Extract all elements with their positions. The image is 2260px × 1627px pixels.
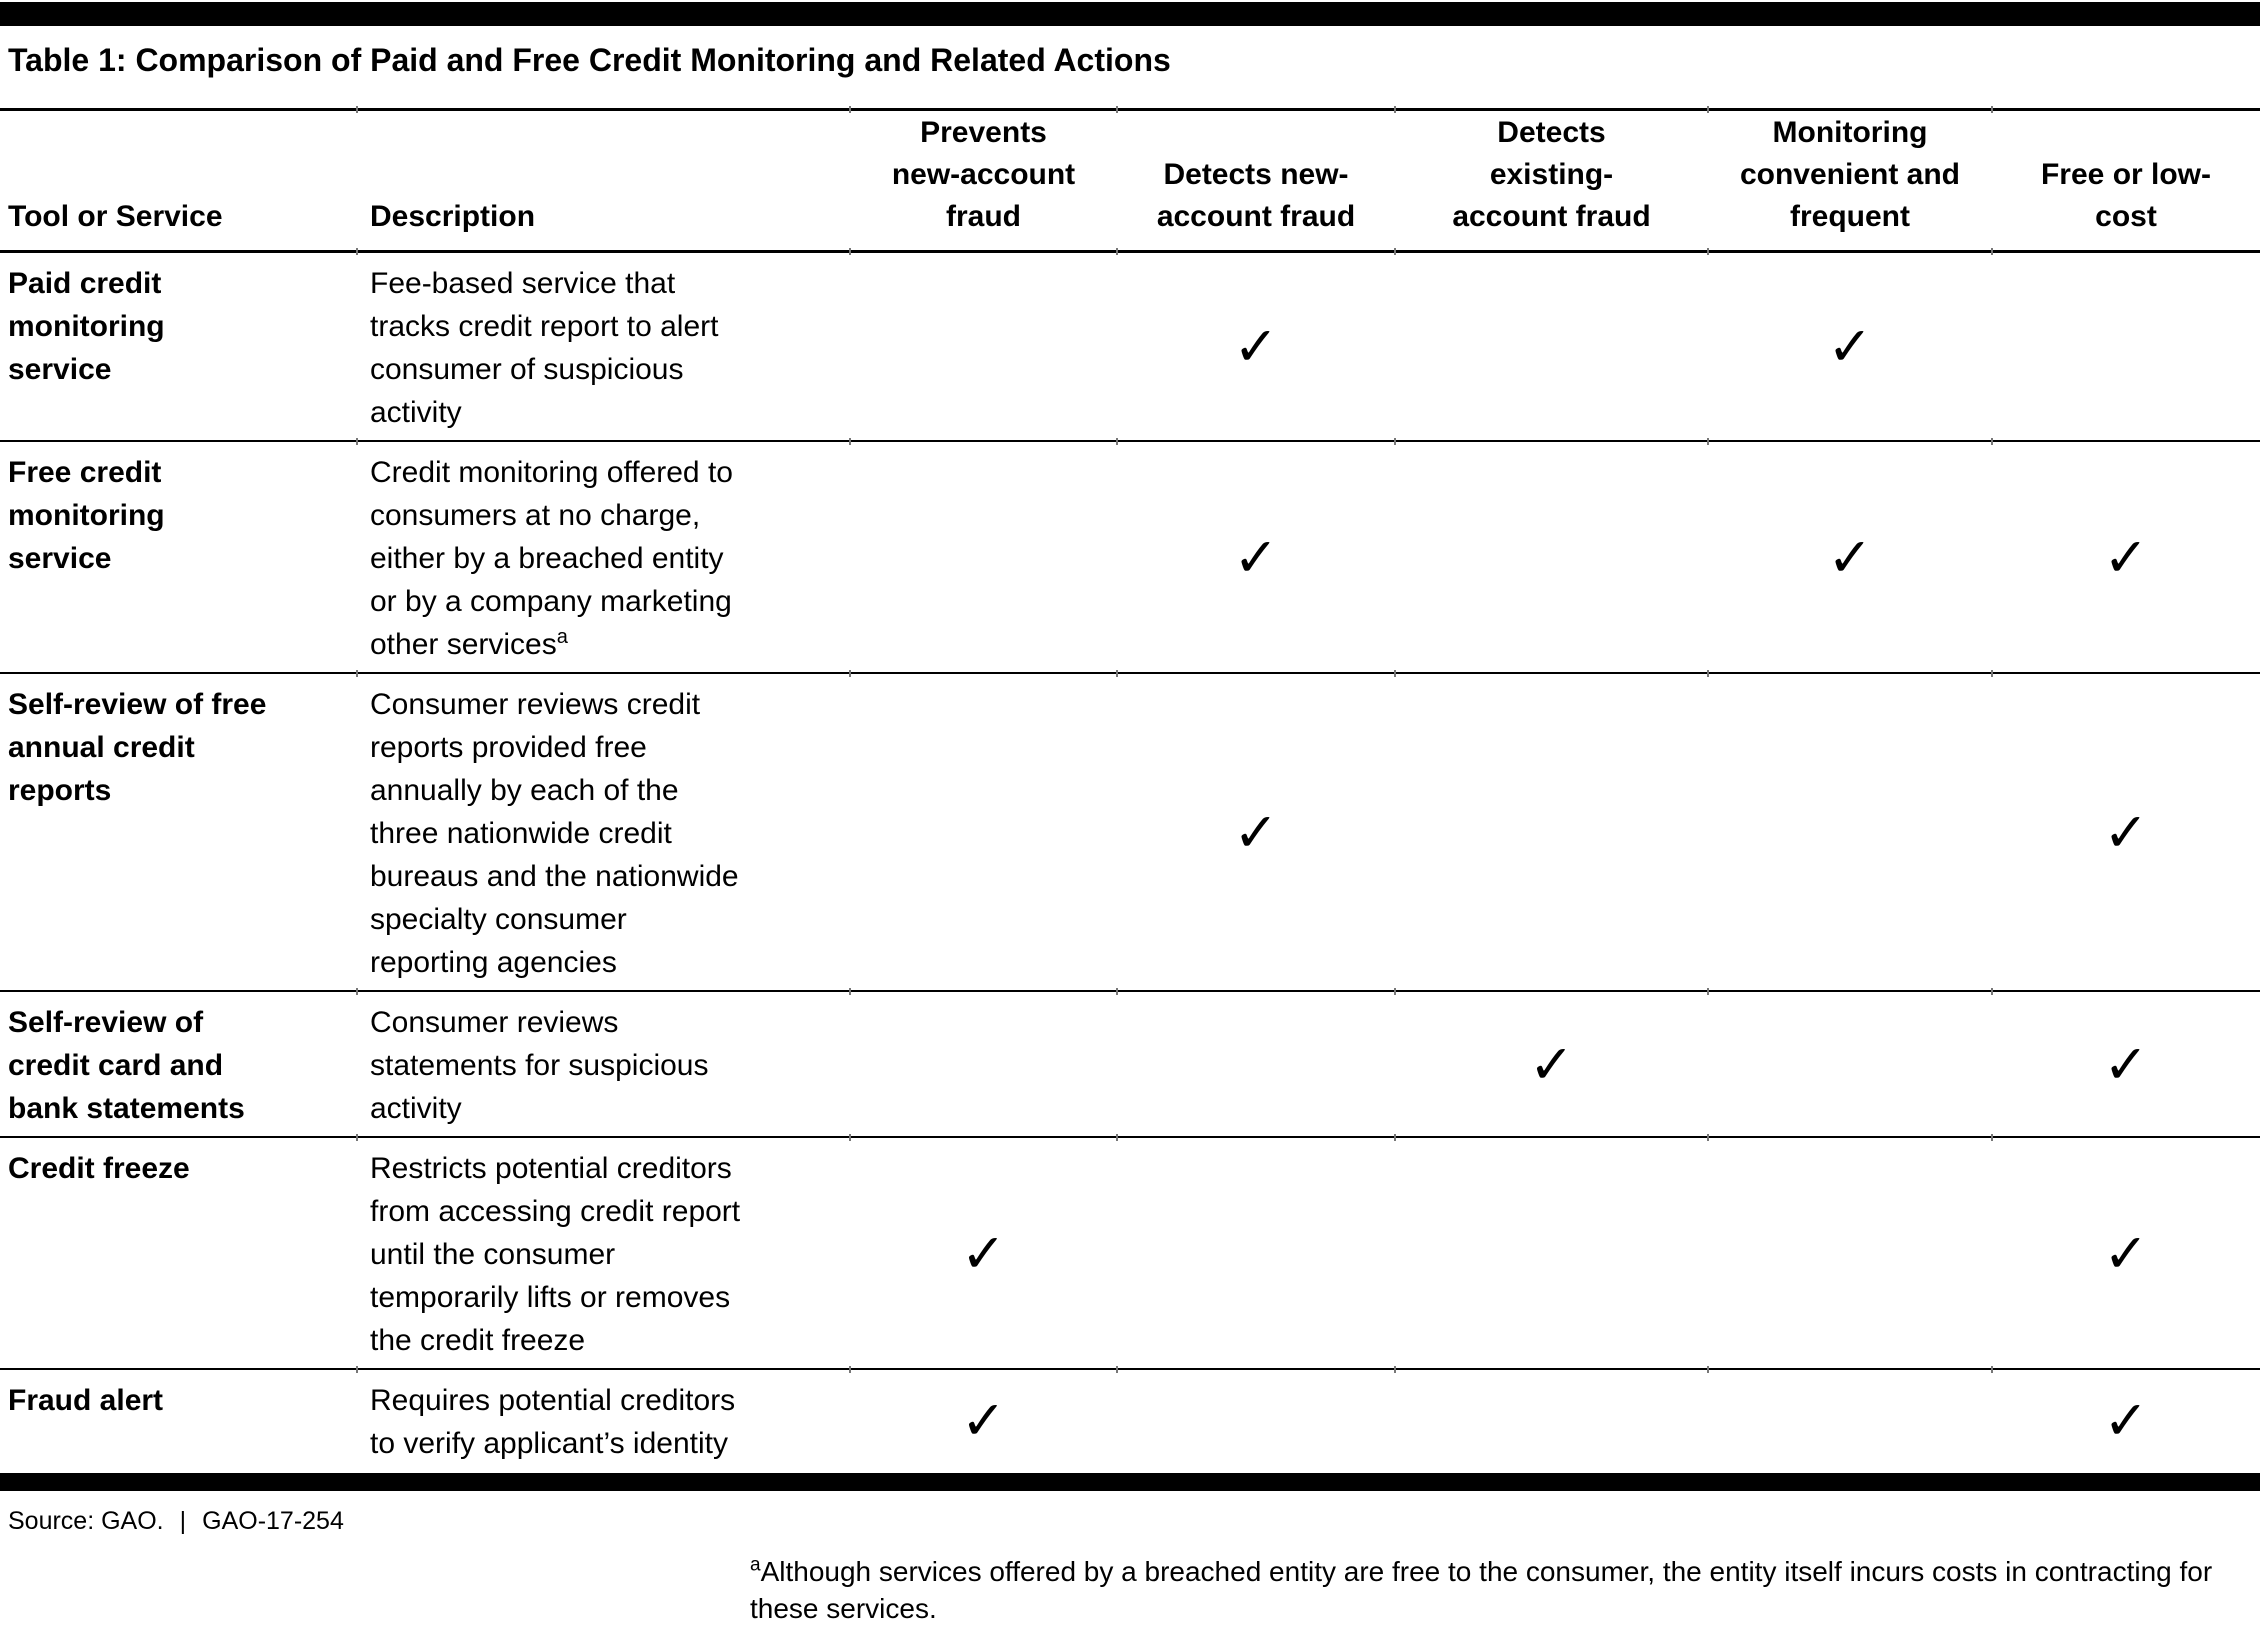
- footnote: [750, 1553, 2252, 1627]
- tool-name: Credit freeze: [0, 1137, 357, 1369]
- check-cell-detects-existing-account-fraud: [1395, 252, 1708, 442]
- source-line: [8, 1505, 2260, 1537]
- col-header-detects-new-account-fraud: Detects new-account fraud: [1117, 110, 1395, 252]
- report-number: GAO-17-254: [202, 1507, 344, 1535]
- comparison-table: [0, 108, 2260, 1471]
- document-page: [0, 2, 2260, 1624]
- tool-description: [357, 1369, 850, 1471]
- check-cell-monitoring-convenient: ✓: [1708, 441, 1992, 673]
- col-header-monitoring-convenient-and-frequent: Monitoring convenient and frequent: [1708, 110, 1992, 252]
- description-text: Consumer reviews credit reports provided free annually by each of the three nationwide credit bureaus and the nationwide specialty consumer reporting agencies: [370, 688, 739, 979]
- check-cell-detects-existing-account-fraud: [1395, 1369, 1708, 1471]
- check-cell-detects-new-account-fraud: ✓: [1117, 441, 1395, 673]
- col-header-free-or-low-cost: Free or low-cost: [1992, 110, 2260, 252]
- check-cell-detects-new-account-fraud: ✓: [1117, 252, 1395, 442]
- col-header-description: Description: [357, 110, 850, 252]
- bottom-black-bar: [0, 1473, 2260, 1491]
- check-cell-free-or-low-cost: [1992, 252, 2260, 442]
- source-text: Source: GAO.: [8, 1507, 164, 1535]
- check-cell-prevents-new-account-fraud: ✓: [850, 1137, 1117, 1369]
- check-cell-detects-new-account-fraud: [1117, 1369, 1395, 1471]
- tool-description: [357, 1137, 850, 1369]
- check-cell-prevents-new-account-fraud: [850, 673, 1117, 991]
- tool-description: [357, 441, 850, 673]
- check-cell-detects-new-account-fraud: [1117, 1137, 1395, 1369]
- tool-name: Self-review of credit card and bank statements: [0, 991, 357, 1137]
- check-cell-detects-existing-account-fraud: ✓: [1395, 991, 1708, 1137]
- description-text: Requires potential creditors to verify applicant’s identity: [370, 1384, 736, 1460]
- col-header-tool-or-service: Tool or Service: [0, 110, 357, 252]
- check-cell-free-or-low-cost: ✓: [1992, 673, 2260, 991]
- check-cell-prevents-new-account-fraud: [850, 441, 1117, 673]
- check-cell-prevents-new-account-fraud: ✓: [960, 1389, 1007, 1452]
- source-separator: |: [179, 1507, 187, 1535]
- check-cell-free-or-low-cost: ✓: [1992, 1137, 2260, 1369]
- tool-name: Fraud alert: [8, 1384, 164, 1417]
- footnote-marker: a: [750, 1554, 761, 1576]
- description-text: Credit monitoring offered to consumers at no charge, either by a breached entity or by a company marketing other services: [370, 456, 733, 661]
- check-cell-monitoring-convenient: [1708, 673, 1992, 991]
- table-row-paid-credit-monitoring: [0, 252, 2260, 442]
- table-row-self-review-annual-reports: [0, 673, 2260, 991]
- check-cell-prevents-new-account-fraud: [850, 252, 1117, 442]
- check-cell-detects-existing-account-fraud: [1395, 441, 1708, 673]
- check-cell-free-or-low-cost: ✓: [1992, 991, 2260, 1137]
- header-row: [0, 110, 2260, 252]
- check-cell-monitoring-convenient: [1708, 991, 1992, 1137]
- table-row-free-credit-monitoring: [0, 441, 2260, 673]
- check-cell-detects-existing-account-fraud: [1395, 1137, 1708, 1369]
- table-row-self-review-statements: [0, 991, 2260, 1137]
- check-cell-detects-existing-account-fraud: [1395, 673, 1708, 991]
- check-cell-monitoring-convenient: [1708, 1369, 1992, 1471]
- table-row-fraud-alert: [0, 1369, 2260, 1471]
- check-cell-prevents-new-account-fraud: [850, 991, 1117, 1137]
- description-text: Consumer reviews statements for suspicious activity: [370, 1006, 709, 1125]
- check-cell-monitoring-convenient: ✓: [1708, 252, 1992, 442]
- description-text: Fee-based service that tracks credit report to alert consumer of suspicious activity: [370, 267, 719, 429]
- check-cell-free-or-low-cost: ✓: [2103, 1389, 2149, 1452]
- check-cell-detects-new-account-fraud: [1117, 991, 1395, 1137]
- table-row-credit-freeze: [0, 1137, 2260, 1369]
- footnote-text: Although services offered by a breached entity are free to the consumer, the entity itself incurs costs in contracting for these services.: [750, 1556, 2213, 1624]
- tool-description: [357, 991, 850, 1137]
- tool-name: Self-review of free annual credit reports: [0, 673, 357, 991]
- table-title: Table 1: Comparison of Paid and Free Credit Monitoring and Related Actions: [8, 42, 1171, 78]
- tool-name: Paid credit monitoring service: [0, 252, 357, 442]
- description-text: Restricts potential creditors from accessing credit report until the consumer temporarily lifts or removes the credit freeze: [370, 1152, 741, 1357]
- top-black-bar: [0, 2, 2260, 26]
- check-cell-detects-new-account-fraud: ✓: [1117, 673, 1395, 991]
- tool-description: [357, 673, 850, 991]
- tool-name: Free credit monitoring service: [0, 441, 357, 673]
- col-header-prevents-new-account-fraud: Prevents new-account fraud: [850, 110, 1117, 252]
- footnote-ref: a: [556, 626, 568, 648]
- col-header-detects-existing-account-fraud: Detects existing-account fraud: [1395, 110, 1708, 252]
- tool-description: [357, 252, 850, 442]
- check-cell-free-or-low-cost: ✓: [1992, 441, 2260, 673]
- check-cell-monitoring-convenient: [1708, 1137, 1992, 1369]
